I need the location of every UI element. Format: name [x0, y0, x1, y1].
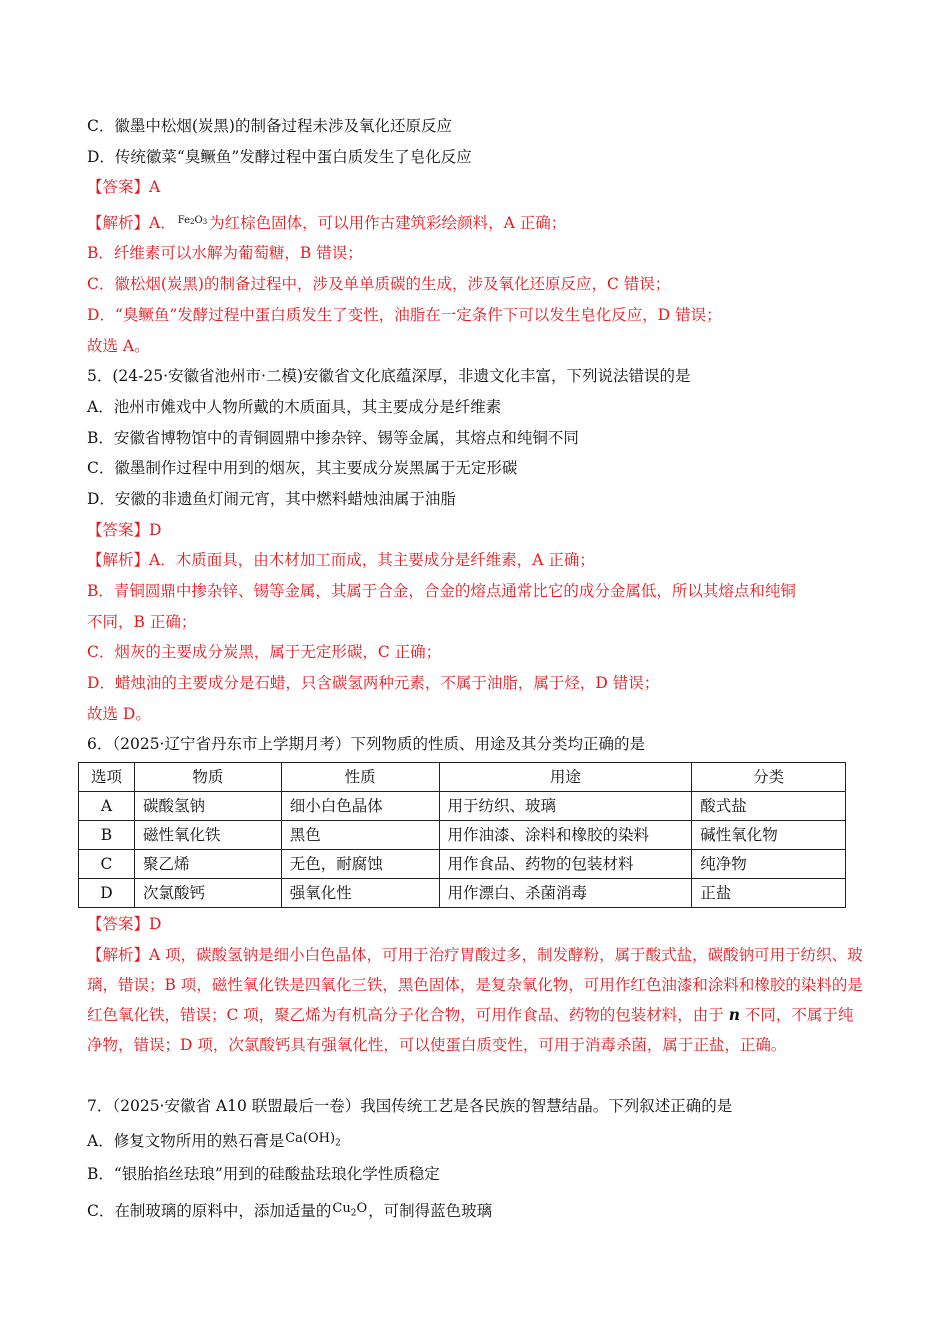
table-cell: 纯净物	[692, 850, 846, 879]
table-cell: 碱性氧化物	[692, 821, 846, 850]
table-header-row	[79, 763, 846, 792]
q4-option-d: D．传统徽菜“臭鳜鱼”发酵过程中蛋白质发生了皂化反应	[87, 148, 472, 166]
table-cell: 酸式盐	[692, 792, 846, 821]
q5-explanation-b-line2: 不同，B 正确；	[87, 613, 197, 631]
table-cell: B	[79, 821, 135, 850]
q7-option-b: B．“银胎掐丝珐琅”用到的硅酸盐珐琅化学性质稳定	[87, 1165, 440, 1183]
q7-option-c-text: C．在制玻璃的原料中，添加适量的	[87, 1202, 332, 1220]
q4-conclusion: 故选 A。	[87, 337, 150, 355]
caoh2-formula: Ca(OH)2	[285, 1131, 341, 1149]
q6-answer: 【答案】D	[87, 915, 162, 933]
table-cell: 碳酸氢钠	[134, 792, 281, 821]
table-cell: 细小白色晶体	[281, 792, 439, 821]
table-cell: 黑色	[281, 821, 439, 850]
q5-option-b: B．安徽省博物馆中的青铜圆鼎中掺杂锌、锡等金属，其熔点和纯铜不同	[87, 429, 579, 447]
table-cell: 聚乙烯	[134, 850, 281, 879]
q7-option-a-text: A．修复文物所用的熟石膏是	[87, 1132, 285, 1150]
variable-n: n	[728, 1005, 740, 1024]
q5-option-c: C．徽墨制作过程中用到的烟灰，其主要成分炭黑属于无定形碳	[87, 459, 518, 477]
q7-option-c-text-end: ，可制得蓝色玻璃	[368, 1202, 493, 1220]
q5-option-a: A．池州市傩戏中人物所戴的木质面具，其主要成分是纤维素	[87, 398, 502, 416]
q4-explanation-c: C．徽松烟(炭黑)的制备过程中，涉及单单质碳的生成，涉及氧化还原反应，C 错误；	[87, 275, 671, 293]
fe2o3-formula: Fe2O3	[177, 215, 208, 226]
q4-explanation-a-prefix: 【解析】A．	[87, 214, 176, 232]
q7-stem: 7．（2025·安徽省 A10 联盟最后一卷）我国传统工艺是各民族的智慧结晶。下列叙述正确的是	[87, 1097, 733, 1115]
table-cell: 磁性氧化铁	[134, 821, 281, 850]
table-row	[79, 850, 846, 879]
table-cell: 用作油漆、涂料和橡胶的染料	[439, 821, 692, 850]
q4-answer: 【答案】A	[87, 178, 161, 196]
cu2o-formula: Cu2O	[332, 1201, 368, 1219]
q6-explanation-text-end: 不同，不属于纯净物，错误；D 项，次氯酸钙具有强氧化性，可以使蛋白质变性，可用于消毒杀菌，属于正盐，正确。	[87, 1006, 854, 1054]
q4-explanation-a	[87, 210, 566, 234]
table-row	[79, 879, 846, 908]
table-cell: C	[79, 850, 135, 879]
table-header-cell: 用途	[439, 763, 692, 792]
q5-conclusion: 故选 D。	[87, 705, 151, 723]
q6-stem: 6．（2025·辽宁省丹东市上学期月考）下列物质的性质、用途及其分类均正确的是	[87, 735, 645, 753]
q5-explanation-c: C．烟灰的主要成分炭黑，属于无定形碳，C 正确；	[87, 643, 442, 661]
q5-option-d: D．安徽的非遗鱼灯闹元宵，其中燃料蜡烛油属于油脂	[87, 490, 456, 508]
table-cell: 用于纺织、玻璃	[439, 792, 692, 821]
q5-answer: 【答案】D	[87, 521, 162, 539]
table-cell: D	[79, 879, 135, 908]
table-cell: 次氯酸钙	[134, 879, 281, 908]
table-cell: 无色，耐腐蚀	[281, 850, 439, 879]
table-header-cell: 性质	[281, 763, 439, 792]
table-row	[79, 792, 846, 821]
table-header-cell: 选项	[79, 763, 135, 792]
q6-explanation	[87, 940, 865, 1060]
q6-explanation-text: 【解析】A 项，碳酸氢钠是细小白色晶体，可用于治疗胃酸过多，制发酵粉，属于酸式盐，碳酸钠可用于纺织、玻璃，错误；B 项，磁性氧化铁是四氧化三铁，黑色固体，是复杂氧化物，可用作红色油漆和涂料和橡胶的染料的是红色氧化铁，错误；C 项，聚乙烯为有机高分子化合物，可用作食品、药物的包装材料，由于	[87, 946, 863, 1024]
q4-explanation-b: B．纤维素可以水解为葡萄糖，B 错误；	[87, 244, 363, 262]
q4-explanation-d: D．“臭鳜鱼”发酵过程中蛋白质发生了变性，油脂在一定条件下可以发生皂化反应，D 错误；	[87, 306, 722, 324]
table-row	[79, 821, 846, 850]
q5-stem: 5．(24-25·安徽省池州市·二模)安徽省文化底蕴深厚，非遗文化丰富，下列说法错误的是	[87, 367, 691, 385]
q5-explanation-b-line1: B．青铜圆鼎中掺杂锌、锡等金属，其属于合金，合金的熔点通常比它的成分金属低，所以其熔点和纯铜	[87, 582, 796, 600]
table-cell: 正盐	[692, 879, 846, 908]
table-header-cell: 分类	[692, 763, 846, 792]
q4-explanation-a-text: 为红棕色固体，可以用作古建筑彩绘颜料，A 正确；	[209, 214, 567, 232]
table-cell: 用作漂白、杀菌消毒	[439, 879, 692, 908]
q5-explanation-a: 【解析】A．木质面具，由木材加工而成，其主要成分是纤维素，A 正确；	[87, 551, 595, 569]
table-cell: 用作食品、药物的包装材料	[439, 850, 692, 879]
q5-explanation-d: D．蜡烛油的主要成分是石蜡，只含碳氢两种元素，不属于油脂，属于烃，D 错误；	[87, 674, 660, 692]
table-cell: A	[79, 792, 135, 821]
q6-table	[78, 762, 846, 908]
q7-option-c	[87, 1198, 492, 1225]
table-cell: 强氧化性	[281, 879, 439, 908]
q7-option-a	[87, 1128, 342, 1155]
table-header-cell: 物质	[134, 763, 281, 792]
q4-option-c: C．徽墨中松烟(炭黑)的制备过程未涉及氧化还原反应	[87, 117, 452, 135]
